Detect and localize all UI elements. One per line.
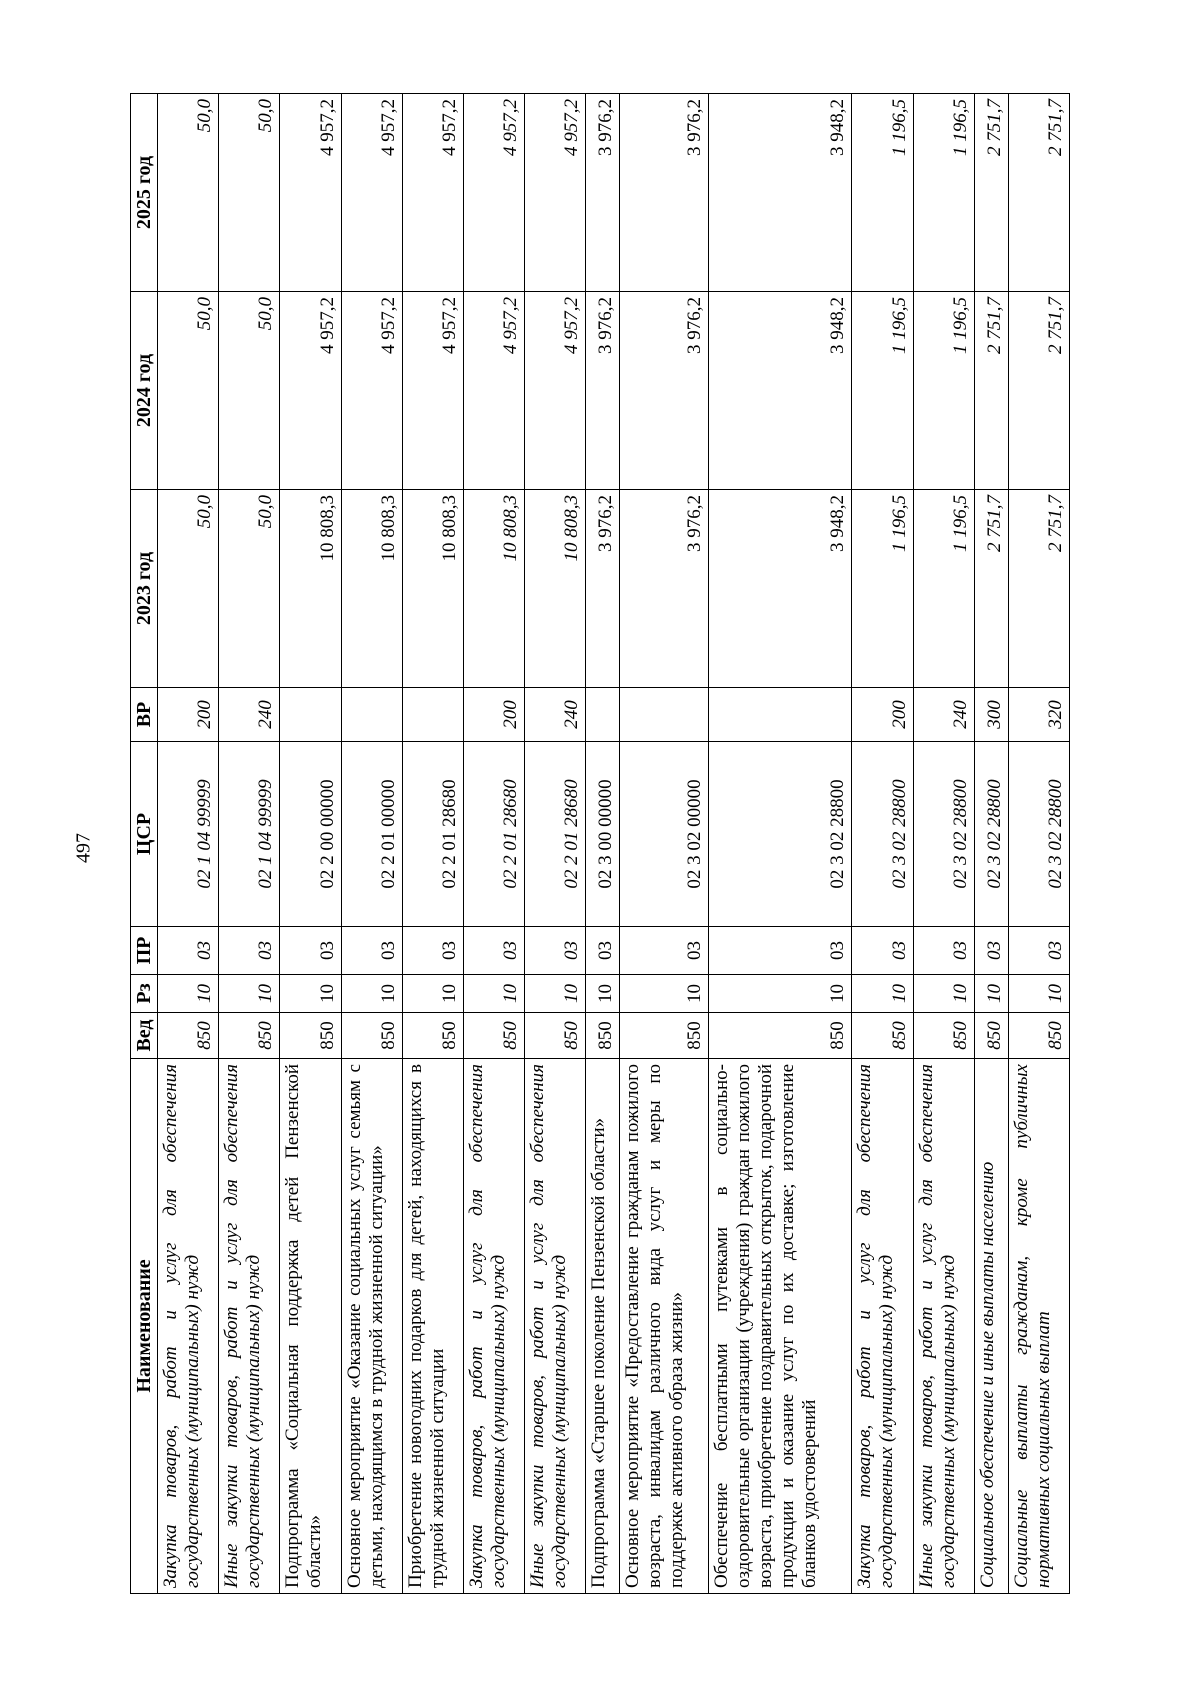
cell-ved: 850 — [913, 1013, 974, 1059]
header-name: Наименование — [131, 1059, 158, 1594]
table-row — [852, 94, 913, 1594]
cell-csr: 02 3 02 28800 — [1008, 742, 1069, 927]
cell-rz: 10 — [586, 975, 620, 1013]
table-row — [219, 94, 280, 1594]
page-number: 497 — [72, 833, 95, 864]
cell-ved: 850 — [586, 1013, 620, 1059]
cell-2023: 3 976,2 — [586, 490, 620, 688]
cell-2025: 4 957,2 — [402, 94, 463, 292]
cell-csr: 02 2 01 00000 — [341, 742, 402, 927]
cell-2024: 50,0 — [219, 292, 280, 490]
rotated-table-container — [130, 94, 1070, 1594]
cell-csr: 02 3 02 28800 — [852, 742, 913, 927]
cell-ved: 850 — [620, 1013, 709, 1059]
table-row — [620, 94, 709, 1594]
cell-pr: 03 — [586, 927, 620, 975]
cell-csr: 02 1 04 99999 — [219, 742, 280, 927]
table-row — [974, 94, 1008, 1594]
cell-ved: 850 — [402, 1013, 463, 1059]
header-vr: ВР — [131, 688, 158, 742]
cell-ved: 850 — [219, 1013, 280, 1059]
cell-name: Социальное обеспечение и иные выплаты населению — [974, 1059, 1008, 1594]
cell-name: Иные закупки товаров, работ и услуг для обеспечения государственных (муниципальных) нужд — [525, 1059, 586, 1594]
cell-2023: 50,0 — [158, 490, 219, 688]
cell-name: Закупка товаров, работ и услуг для обеспечения государственных (муниципальных) нужд — [852, 1059, 913, 1594]
cell-rz: 10 — [852, 975, 913, 1013]
cell-pr: 03 — [402, 927, 463, 975]
cell-ved: 850 — [525, 1013, 586, 1059]
cell-vr: 200 — [158, 688, 219, 742]
cell-ved: 850 — [158, 1013, 219, 1059]
cell-csr: 02 2 01 28680 — [464, 742, 525, 927]
cell-2024: 2 751,7 — [1008, 292, 1069, 490]
cell-name: Приобретение новогодних подарков для детей, находящихся в трудной жизненной ситуации — [402, 1059, 463, 1594]
table-header-row — [131, 94, 158, 1594]
cell-rz: 10 — [280, 975, 341, 1013]
cell-2024: 4 957,2 — [280, 292, 341, 490]
cell-pr: 03 — [913, 927, 974, 975]
cell-csr: 02 3 02 00000 — [620, 742, 709, 927]
cell-vr — [341, 688, 402, 742]
header-ved: Вед — [131, 1013, 158, 1059]
table-row — [464, 94, 525, 1594]
cell-2025: 1 196,5 — [913, 94, 974, 292]
cell-2025: 4 957,2 — [525, 94, 586, 292]
header-pr: ПР — [131, 927, 158, 975]
cell-name: Закупка товаров, работ и услуг для обеспечения государственных (муниципальных) нужд — [464, 1059, 525, 1594]
table-body — [158, 94, 1070, 1594]
cell-rz: 10 — [1008, 975, 1069, 1013]
cell-name: Социальные выплаты гражданам, кроме публичных нормативных социальных выплат — [1008, 1059, 1069, 1594]
cell-2024: 1 196,5 — [913, 292, 974, 490]
header-2025: 2025 год — [131, 94, 158, 292]
cell-rz: 10 — [158, 975, 219, 1013]
table-row — [525, 94, 586, 1594]
cell-2025: 3 976,2 — [586, 94, 620, 292]
cell-ved: 850 — [974, 1013, 1008, 1059]
header-rz: Рз — [131, 975, 158, 1013]
cell-2024: 3 976,2 — [586, 292, 620, 490]
cell-pr: 03 — [974, 927, 1008, 975]
cell-2023: 10 808,3 — [341, 490, 402, 688]
table-row — [913, 94, 974, 1594]
cell-2023: 1 196,5 — [913, 490, 974, 688]
cell-name: Подпрограмма «Социальная поддержка детей Пензенской области» — [280, 1059, 341, 1594]
cell-rz: 10 — [974, 975, 1008, 1013]
cell-ved: 850 — [464, 1013, 525, 1059]
cell-vr: 200 — [852, 688, 913, 742]
table-row — [1008, 94, 1069, 1594]
cell-csr: 02 2 01 28680 — [525, 742, 586, 927]
cell-vr — [586, 688, 620, 742]
table-row — [586, 94, 620, 1594]
cell-pr: 03 — [341, 927, 402, 975]
cell-pr: 03 — [158, 927, 219, 975]
cell-csr: 02 3 02 28800 — [974, 742, 1008, 927]
cell-pr: 03 — [525, 927, 586, 975]
cell-name: Подпрограмма «Старшее поколение Пензенской области» — [586, 1059, 620, 1594]
cell-vr: 300 — [974, 688, 1008, 742]
cell-csr: 02 3 02 28800 — [913, 742, 974, 927]
cell-rz: 10 — [913, 975, 974, 1013]
cell-csr: 02 1 04 99999 — [158, 742, 219, 927]
cell-rz: 10 — [620, 975, 709, 1013]
cell-name: Иные закупки товаров, работ и услуг для обеспечения государственных (муниципальных) нужд — [913, 1059, 974, 1594]
cell-vr — [280, 688, 341, 742]
cell-2023: 2 751,7 — [1008, 490, 1069, 688]
cell-2023: 3 948,2 — [708, 490, 852, 688]
cell-name: Основное мероприятие «Предоставление гражданам пожилого возраста, инвалидам различного вида услуг и меры по поддержке активного образа жизни» — [620, 1059, 709, 1594]
cell-2023: 10 808,3 — [280, 490, 341, 688]
cell-rz: 10 — [708, 975, 852, 1013]
cell-2025: 4 957,2 — [464, 94, 525, 292]
cell-2023: 10 808,3 — [402, 490, 463, 688]
cell-ved: 850 — [341, 1013, 402, 1059]
cell-csr: 02 2 01 28680 — [402, 742, 463, 927]
cell-2025: 4 957,2 — [280, 94, 341, 292]
table-row — [280, 94, 341, 1594]
cell-pr: 03 — [464, 927, 525, 975]
cell-name: Закупка товаров, работ и услуг для обеспечения государственных (муниципальных) нужд — [158, 1059, 219, 1594]
cell-vr — [620, 688, 709, 742]
cell-2025: 4 957,2 — [341, 94, 402, 292]
cell-2024: 1 196,5 — [852, 292, 913, 490]
cell-pr: 03 — [852, 927, 913, 975]
table-row — [708, 94, 852, 1594]
cell-name: Иные закупки товаров, работ и услуг для обеспечения государственных (муниципальных) нужд — [219, 1059, 280, 1594]
cell-pr: 03 — [708, 927, 852, 975]
cell-2024: 2 751,7 — [974, 292, 1008, 490]
cell-rz: 10 — [525, 975, 586, 1013]
cell-2024: 4 957,2 — [464, 292, 525, 490]
cell-2025: 2 751,7 — [974, 94, 1008, 292]
cell-2024: 4 957,2 — [402, 292, 463, 490]
cell-2023: 1 196,5 — [852, 490, 913, 688]
cell-vr: 200 — [464, 688, 525, 742]
cell-2025: 2 751,7 — [1008, 94, 1069, 292]
header-2024: 2024 год — [131, 292, 158, 490]
cell-csr: 02 2 00 00000 — [280, 742, 341, 927]
cell-ved: 850 — [852, 1013, 913, 1059]
cell-pr: 03 — [219, 927, 280, 975]
cell-2025: 1 196,5 — [852, 94, 913, 292]
cell-2024: 3 976,2 — [620, 292, 709, 490]
cell-2025: 50,0 — [219, 94, 280, 292]
header-2023: 2023 год — [131, 490, 158, 688]
cell-rz: 10 — [219, 975, 280, 1013]
cell-name: Основное мероприятие «Оказание социальных услуг семьям с детьми, находящимся в трудной жизненной ситуации» — [341, 1059, 402, 1594]
cell-2023: 3 976,2 — [620, 490, 709, 688]
cell-csr: 02 3 00 00000 — [586, 742, 620, 927]
cell-rz: 10 — [341, 975, 402, 1013]
table-row — [158, 94, 219, 1594]
cell-2025: 3 948,2 — [708, 94, 852, 292]
cell-vr — [402, 688, 463, 742]
cell-vr — [708, 688, 852, 742]
table-row — [402, 94, 463, 1594]
cell-2023: 10 808,3 — [464, 490, 525, 688]
cell-vr: 240 — [913, 688, 974, 742]
cell-2024: 4 957,2 — [341, 292, 402, 490]
cell-2023: 10 808,3 — [525, 490, 586, 688]
cell-pr: 03 — [620, 927, 709, 975]
cell-rz: 10 — [402, 975, 463, 1013]
cell-2023: 2 751,7 — [974, 490, 1008, 688]
cell-pr: 03 — [1008, 927, 1069, 975]
cell-2025: 3 976,2 — [620, 94, 709, 292]
header-csr: ЦСР — [131, 742, 158, 927]
cell-vr: 320 — [1008, 688, 1069, 742]
cell-2024: 4 957,2 — [525, 292, 586, 490]
cell-2024: 3 948,2 — [708, 292, 852, 490]
cell-2024: 50,0 — [158, 292, 219, 490]
cell-pr: 03 — [280, 927, 341, 975]
cell-rz: 10 — [464, 975, 525, 1013]
cell-ved: 850 — [280, 1013, 341, 1059]
cell-name: Обеспечение бесплатными путевками в социально-оздоровительные организации (учреждения) граждан пожилого возраста, приобретение поздравительных открыток, подарочной продукции и оказание услуг по их доставке; изготовление бланков удостоверений — [708, 1059, 852, 1594]
cell-vr: 240 — [525, 688, 586, 742]
cell-ved: 850 — [1008, 1013, 1069, 1059]
table-row — [341, 94, 402, 1594]
cell-vr: 240 — [219, 688, 280, 742]
budget-table — [130, 93, 1070, 1594]
cell-ved: 850 — [708, 1013, 852, 1059]
cell-csr: 02 3 02 28800 — [708, 742, 852, 927]
cell-2025: 50,0 — [158, 94, 219, 292]
cell-2023: 50,0 — [219, 490, 280, 688]
